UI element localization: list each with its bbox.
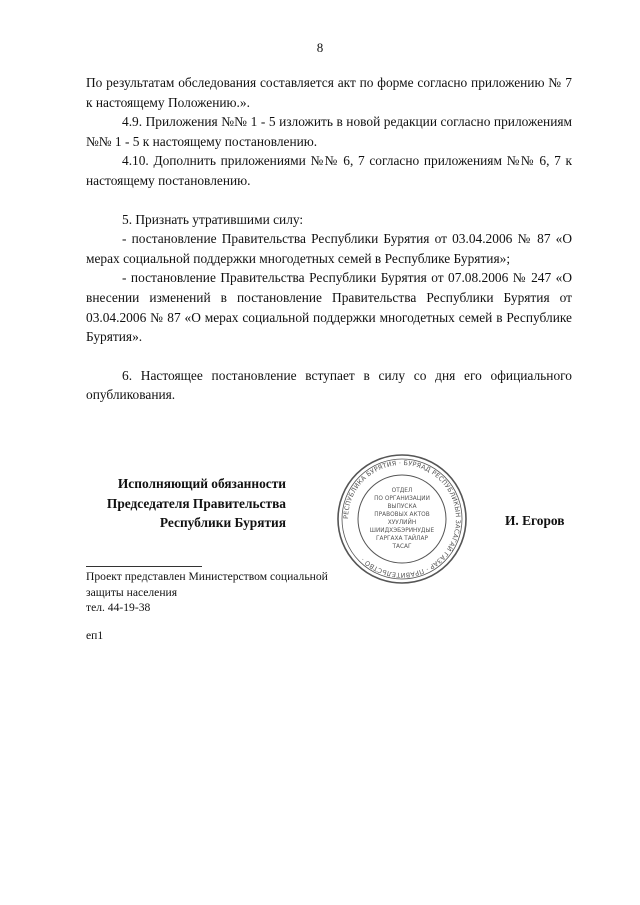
- paragraph: - постановление Правительства Республики Бурятия от 03.04.2006 № 87 «О мерах социальной поддержки многодетных семей в Республике Бурятия»;: [86, 231, 572, 266]
- official-stamp: [335, 452, 469, 586]
- paragraph: По результатам обследования составляется акт по форме согласно приложению № 7 к настоящему Положению.».: [86, 75, 572, 110]
- stamp-center-text: [370, 488, 435, 550]
- paragraph: 5. Признать утратившими силу:: [122, 211, 304, 227]
- signature-title-line: Исполняющий обязанности: [117, 476, 286, 491]
- stamp-center-line: ХУУЛИЙН: [387, 520, 417, 526]
- paragraph: 4.9. Приложения №№ 1 - 5 изложить в новой редакции согласно приложениям №№ 1 - 5 к настоящему постановлению.: [86, 114, 572, 149]
- stamp-center-line: ОТДЕЛ: [391, 488, 413, 494]
- footer-line: защиты населения: [86, 585, 178, 599]
- footer-line: тел. 44-19-38: [86, 601, 151, 614]
- paragraph: - постановление Правительства Республики Бурятия от 07.08.2006 № 247 «О внесении изменений в постановление Правительства Республики Бурятия от 03.04.2006 № 87 «О мерах социальной поддержки многодетных семей в Республике Бурятия».: [86, 270, 572, 345]
- signer-name: И. Егоров: [505, 513, 565, 528]
- document-body: [86, 73, 572, 405]
- stamp-center-line: ГАРГАХА ТАЙЛАР: [376, 536, 428, 542]
- paragraph: 4.10. Дополнить приложениями №№ 6, 7 согласно приложениям №№ 6, 7 к настоящему постановлению.: [86, 153, 572, 188]
- signature-title: [86, 474, 286, 533]
- stamp-center-line: ТАСАГ: [392, 544, 412, 550]
- stamp-center-line: ШИИДХЭБЭРИНУДЫЕ: [369, 528, 435, 534]
- stamp-ring-text: РЕСПУБЛИКА БУРЯТИЯ · БУРЯАД РЕСПУБЛИКЫН ЗАСАГАЙ ГАЗАР · ПРАВИТЕЛЬСТВО ·: [341, 458, 463, 580]
- footer-line: Проект представлен Министерством социальной: [86, 570, 328, 583]
- footer-divider: [86, 566, 202, 567]
- signature-title-line: Председателя Правительства: [106, 495, 286, 511]
- signature-title-line: Республики Бурятия: [159, 515, 286, 530]
- paragraph: 6. Настоящее постановление вступает в силу со дня его официального опубликования.: [86, 367, 572, 403]
- stamp-center-line: ВЫПУСКА: [387, 504, 417, 510]
- footer-note: [86, 569, 328, 616]
- page-number: 8: [316, 40, 324, 55]
- paragraph-gap: [86, 347, 572, 366]
- stamp-outer-ring: [338, 455, 466, 583]
- document-code: еп1: [86, 629, 104, 642]
- paragraph-gap: [86, 191, 572, 210]
- stamp-center-line: ПО ОРГАНИЗАЦИИ: [374, 496, 430, 502]
- stamp-center-line: ПРАВОВЫХ АКТОВ: [374, 512, 430, 518]
